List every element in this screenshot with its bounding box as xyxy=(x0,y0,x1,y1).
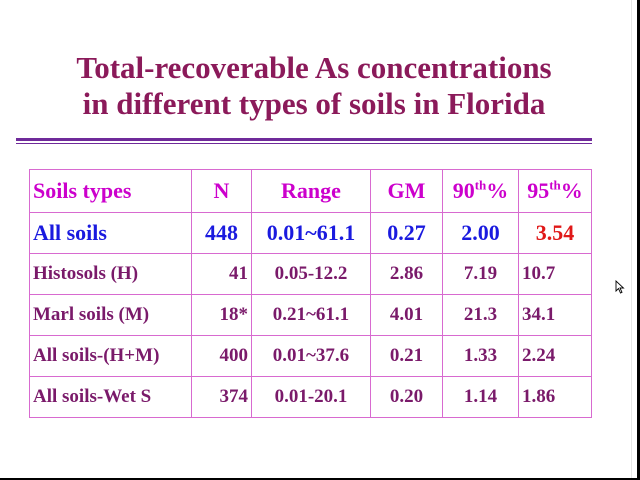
slide-title-line-1: Total-recoverable As concentrations xyxy=(76,50,552,85)
header-range: Range xyxy=(252,170,371,213)
cell-95th: 10.7 xyxy=(519,254,592,295)
table-row-histosols xyxy=(30,254,592,295)
cell-95th: 3.54 xyxy=(519,213,592,254)
cell-n: 400 xyxy=(192,336,252,377)
cell-soil-type: All soils xyxy=(30,213,192,254)
title-divider-thin xyxy=(16,143,592,144)
cell-soil-type: Histosols (H) xyxy=(30,254,192,295)
cell-range: 0.21~61.1 xyxy=(252,295,371,336)
cell-90th: 21.3 xyxy=(443,295,519,336)
cell-range: 0.01-20.1 xyxy=(252,377,371,418)
cell-soil-type: All soils-(H+M) xyxy=(30,336,192,377)
cell-gm: 0.27 xyxy=(371,213,443,254)
header-90th-number: 90 xyxy=(452,178,475,203)
cell-gm: 2.86 xyxy=(371,254,443,295)
header-gm: GM xyxy=(371,170,443,213)
cell-gm: 4.01 xyxy=(371,295,443,336)
cell-95th: 2.24 xyxy=(519,336,592,377)
header-95th-superscript: th xyxy=(549,177,561,193)
cell-90th: 7.19 xyxy=(443,254,519,295)
header-95th-number: 95 xyxy=(527,178,550,203)
header-90th-superscript: th xyxy=(474,177,487,193)
cell-90th: 2.00 xyxy=(443,213,519,254)
header-90th-percentile xyxy=(443,170,519,213)
cell-range: 0.01~61.1 xyxy=(252,213,371,254)
header-95th-percent: % xyxy=(560,178,583,203)
cell-range: 0.05-12.2 xyxy=(252,254,371,295)
slide-title-line-2: in different types of soils in Florida xyxy=(82,86,546,121)
table-header-row xyxy=(30,170,592,213)
cell-n: 448 xyxy=(192,213,252,254)
header-95th-percentile xyxy=(519,170,592,213)
table-row-all-soils-wet-s xyxy=(30,377,592,418)
cell-95th: 1.86 xyxy=(519,377,592,418)
cell-90th: 1.14 xyxy=(443,377,519,418)
cell-gm: 0.20 xyxy=(371,377,443,418)
mouse-pointer-icon xyxy=(615,280,625,294)
slide-title xyxy=(0,50,628,122)
table-row-all-soils xyxy=(30,213,592,254)
table-row-marl-soils xyxy=(30,295,592,336)
cell-n: 18* xyxy=(192,295,252,336)
header-soils-types: Soils types xyxy=(30,170,192,213)
header-n: N xyxy=(192,170,252,213)
cell-soil-type: Marl soils (M) xyxy=(30,295,192,336)
cell-90th: 1.33 xyxy=(443,336,519,377)
table-row-all-soils-minus-h-m xyxy=(30,336,592,377)
cell-n: 41 xyxy=(192,254,252,295)
frame-edge-line xyxy=(631,0,632,480)
header-90th-percent: % xyxy=(486,178,509,203)
title-divider-thick xyxy=(16,138,592,141)
cell-n: 374 xyxy=(192,377,252,418)
cell-gm: 0.21 xyxy=(371,336,443,377)
cell-soil-type: All soils-Wet S xyxy=(30,377,192,418)
cell-range: 0.01~37.6 xyxy=(252,336,371,377)
cell-95th: 34.1 xyxy=(519,295,592,336)
arsenic-concentration-table xyxy=(29,169,592,418)
